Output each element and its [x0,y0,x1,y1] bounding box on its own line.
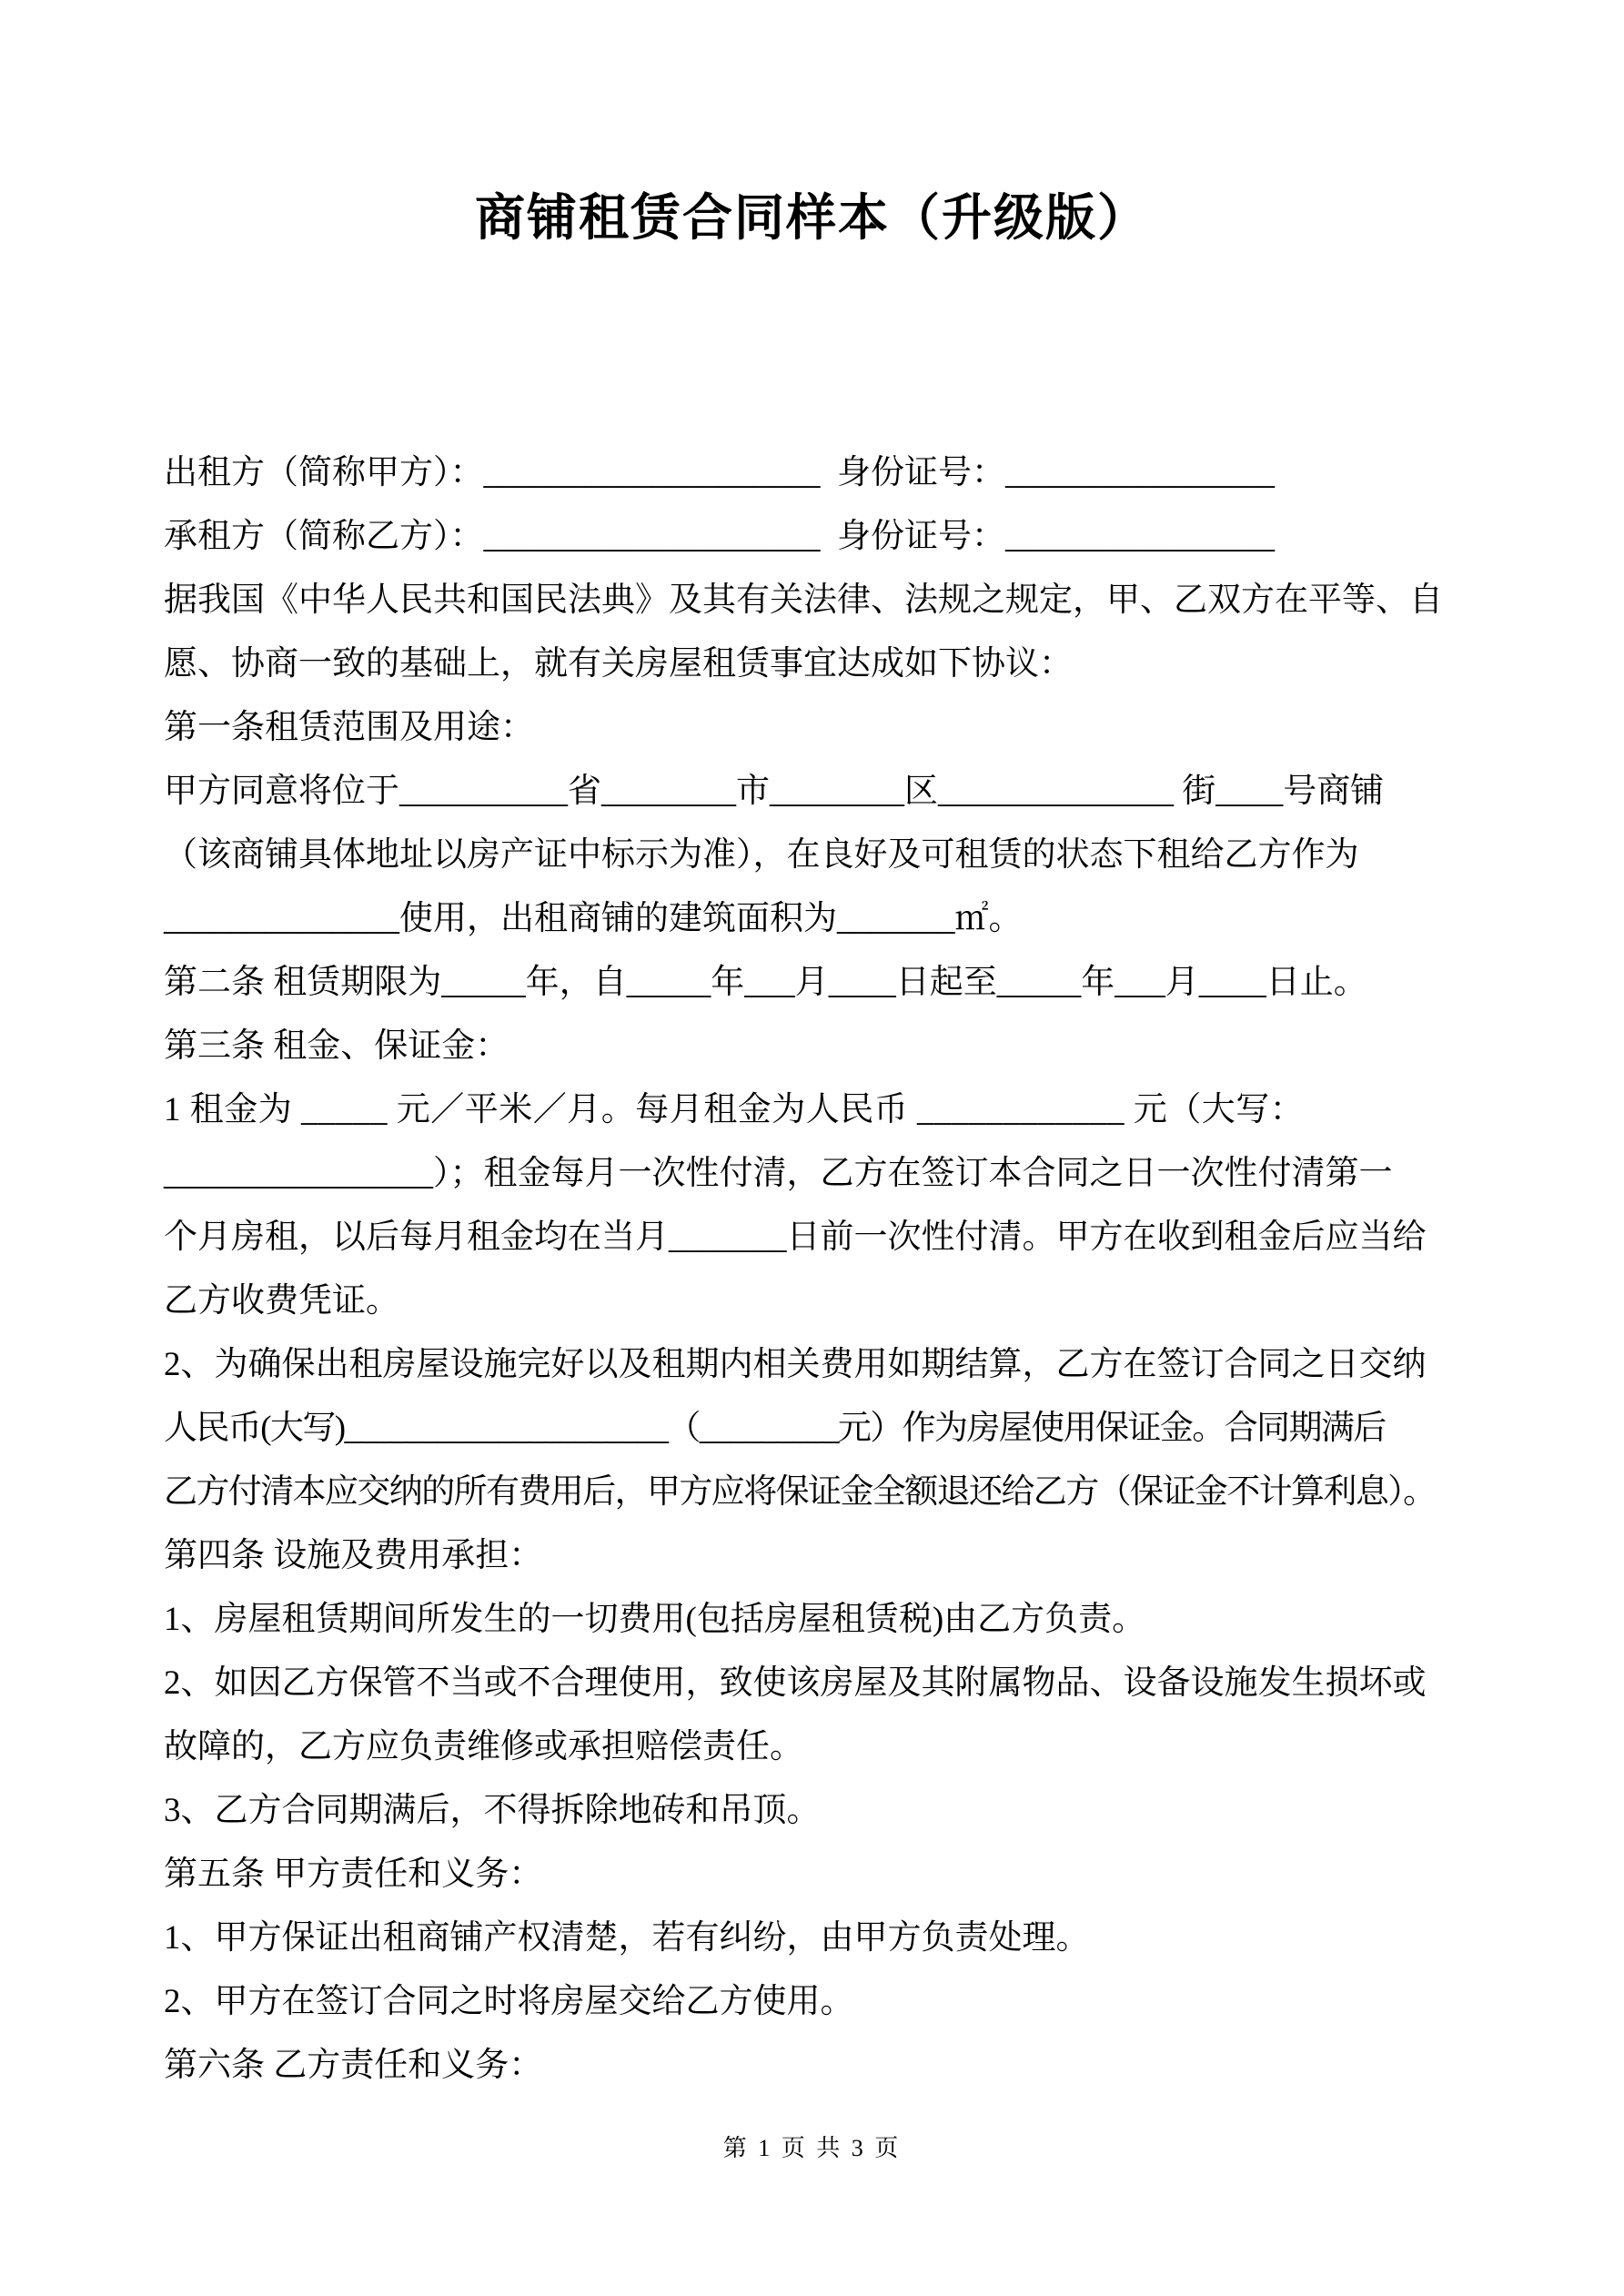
contract-line: 个月房租，以后每月租金均在当月_______日前一次性付清。甲方在收到租金后应当给 [164,1219,1427,1256]
contract-line: 1、房屋租赁期间所发生的一切费用(包括房屋租赁税)由乙方负责。 [164,1601,1146,1638]
contract-line: 2、如因乙方保管不当或不合理使用，致使该房屋及其附属物品、设备设施发生损坏或 [164,1664,1427,1702]
contract-line: 1、甲方保证出租商铺产权清楚，若有纠纷，由甲方负责处理。 [164,1919,1090,1957]
contract-line: 甲方同意将位于__________省________市________区______________ 街____号商铺 [164,773,1385,810]
contract-body [164,441,1460,2098]
contract-line: 第六条 乙方责任和义务： [164,2047,543,2084]
contract-line: 人民币(大写)_____________________（_________元）作为房屋使用保证金。合同期满后 [164,1410,1386,1447]
document-title: 商铺租赁合同样本（升级版） [474,190,1149,246]
contract-line: （该商铺具体地址以房产证中标示为准），在良好及可租赁的状态下租给乙方作为 [164,836,1359,874]
contract-line: 乙方付清本应交纳的所有费用后，甲方应将保证金全额退还给乙方（保证金不计算利息）。 [164,1473,1436,1511]
contract-line: 2、甲方在签订合同之时将房屋交给乙方使用。 [164,1983,854,2020]
contract-line: 第三条 租金、保证金： [164,1027,509,1065]
contract-line: 承租方（简称乙方）：____________________ 身份证号：________________ [164,518,1275,555]
contract-line: ________________）；租金每月一次性付清，乙方在签订本合同之日一次性付清第一 [164,1155,1393,1192]
contract-line: 第一条租赁范围及用途： [164,709,534,746]
contract-line: 第二条 租赁期限为_____年，自_____年___月____日起至_____年___月____日止。 [164,964,1367,1001]
contract-line: 愿、协商一致的基础上，就有关房屋租赁事宜达成如下协议： [164,645,1073,683]
contract-line: 第五条 甲方责任和义务： [164,1856,543,1893]
contract-line: 2、为确保出租房屋设施完好以及租期内相关费用如期结算，乙方在签订合同之日交纳 [164,1346,1427,1383]
contract-line: 出租方（简称甲方）：____________________ 身份证号：________________ [164,454,1275,491]
page-number-footer: 第 1 页 共 3 页 [722,2135,902,2161]
contract-line: 据我国《中华人民共和国民法典》及其有关法律、法规之规定，甲、乙双方在平等、自 [164,582,1443,619]
contract-line: 故障的，乙方应负责维修或承担赔偿责任。 [164,1728,803,1765]
contract-line: 第四条 设施及费用承担： [164,1537,543,1574]
contract-line: ______________使用，出租商铺的建筑面积为_______㎡。 [164,900,1023,937]
contract-line: 1 租金为 _____ 元／平米／月。每月租金为人民币 ____________ 元（大写： [164,1091,1305,1128]
contract-line: 3、乙方合同期满后，不得拆除地砖和吊顶。 [164,1792,821,1829]
contract-line: 乙方收费凭证。 [164,1282,399,1320]
